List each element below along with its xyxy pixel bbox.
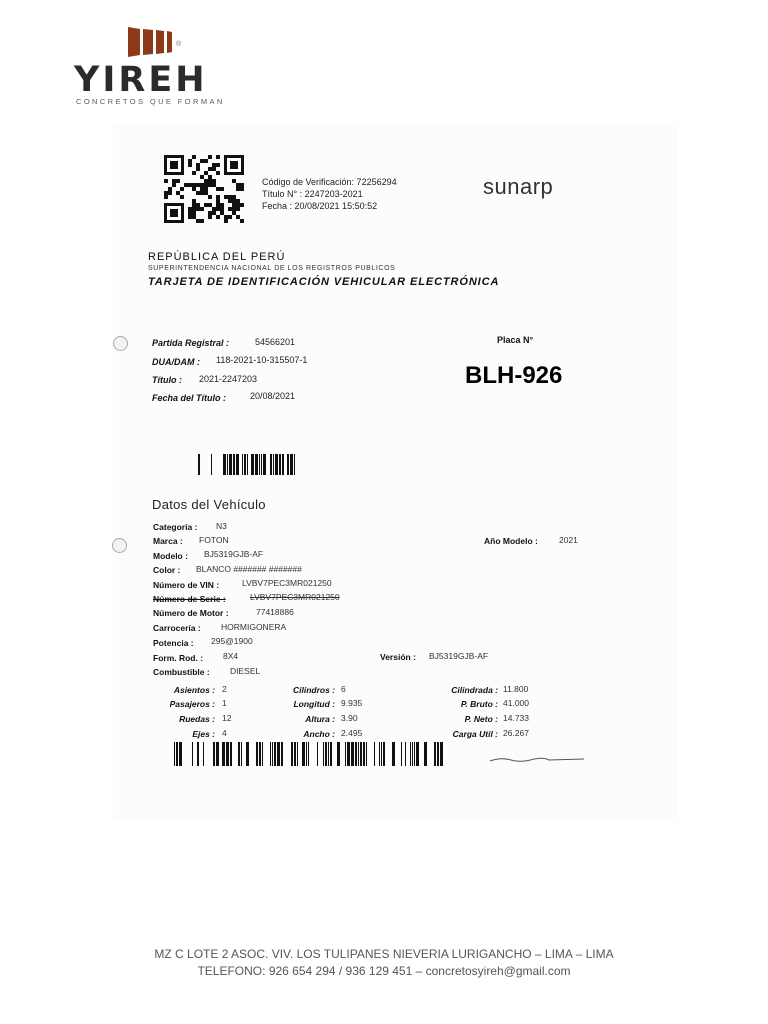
verification-title: Título N° : 2247203-2021	[262, 189, 363, 199]
cilindros-label: Cilindros :	[292, 685, 335, 695]
brand-name: YIREH	[74, 60, 208, 100]
ruedas-value: 12	[222, 713, 232, 723]
titulo-value: 2021-2247203	[199, 374, 258, 384]
yireh-logo-mark	[126, 25, 174, 59]
ancho-value: 2.495	[341, 728, 363, 738]
combustible-label: Combustible :	[153, 667, 210, 677]
footer-contact: TELEFONO: 926 654 294 / 936 129 451 – concretosyireh@gmail.com	[197, 964, 571, 978]
serie-label: Número de Serie :	[153, 594, 226, 604]
motor-label: Número de Motor :	[153, 608, 229, 618]
cilindrada-label: Cilindrada :	[451, 685, 498, 695]
ruedas-label: Ruedas :	[179, 714, 215, 724]
color-label: Color :	[153, 565, 181, 575]
categoria-label: Categoría :	[153, 522, 198, 532]
color-value: BLANCO ####### #######	[196, 564, 302, 574]
agency-heading: SUPERINTENDENCIA NACIONAL DE LOS REGISTROS PUBLICOS	[148, 265, 396, 272]
document-title: TARJETA DE IDENTIFICACIÓN VEHICULAR ELECTRÓNICA	[148, 276, 500, 288]
marca-value: FOTON	[199, 535, 229, 545]
verification-code: Código de Verificación: 72256294	[262, 177, 397, 187]
punch-hole	[113, 336, 128, 351]
country-heading: REPÚBLICA DEL PERÚ	[148, 251, 286, 263]
cilindrada-value: 11.800	[503, 684, 529, 694]
modelo-value: BJ5319GJB-AF	[204, 549, 264, 559]
placa-label: Placa N°	[497, 335, 534, 345]
sunarp-logo: sunarp	[483, 174, 554, 199]
qr-code	[164, 155, 244, 225]
peso-neto-label: P. Neto :	[464, 714, 498, 724]
vin-label: Número de VIN :	[153, 580, 220, 590]
punch-hole	[112, 538, 127, 553]
carroceria-value: HORMIGONERA	[221, 622, 287, 632]
datos-heading: Datos del Vehículo	[152, 497, 266, 512]
altura-value: 3.90	[341, 713, 358, 723]
pasajeros-label: Pasajeros :	[169, 699, 215, 709]
formrod-value: 8X4	[223, 651, 239, 661]
peso-bruto-label: P. Bruto :	[460, 699, 498, 709]
peso-neto-value: 14.733	[503, 713, 529, 723]
version-label: Versión :	[380, 652, 416, 662]
asientos-label: Asientos :	[173, 685, 215, 695]
altura-label: Altura :	[305, 714, 335, 724]
combustible-value: DIESEL	[230, 666, 261, 676]
anio-modelo-label: Año Modelo :	[484, 536, 538, 546]
pasajeros-value: 1	[222, 698, 227, 708]
dua-value: 118-2021-10-315507-1	[216, 355, 308, 365]
vin-value: LVBV7PEC3MR021250	[242, 578, 332, 588]
barcode	[165, 742, 455, 766]
partida-value: 54566201	[255, 337, 296, 347]
barcode	[198, 454, 295, 475]
version-value: BJ5319GJB-AF	[429, 651, 489, 661]
placa-value: BLH-926	[465, 362, 563, 389]
registered-mark: ®	[176, 41, 182, 48]
peso-bruto-value: 41.000	[503, 698, 529, 708]
categoria-value: N3	[216, 521, 227, 531]
dua-label: DUA/DAM :	[152, 357, 200, 367]
signature	[489, 754, 585, 764]
motor-value: 77418886	[256, 607, 294, 617]
longitud-label: Longitud :	[293, 699, 335, 709]
modelo-label: Modelo :	[153, 551, 188, 561]
cilindros-value: 6	[341, 684, 346, 694]
longitud-value: 9.935	[341, 698, 363, 708]
formrod-label: Form. Rod. :	[153, 653, 204, 663]
ancho-label: Ancho :	[303, 729, 335, 739]
carroceria-label: Carrocería :	[153, 623, 201, 633]
marca-label: Marca :	[153, 536, 183, 546]
brand-tagline: CONCRETOS QUE FORMAN	[76, 97, 225, 106]
verification-date: Fecha : 20/08/2021 15:50:52	[262, 201, 378, 211]
potencia-value: 295@1900	[211, 636, 253, 646]
carga-util-label: Carga Util :	[452, 729, 498, 739]
serie-value: LVBV7PEC3MR021250	[250, 592, 340, 602]
fecha-titulo-value: 20/08/2021	[250, 391, 296, 401]
ejes-label: Ejes :	[192, 729, 215, 739]
potencia-label: Potencia :	[153, 638, 194, 648]
asientos-value: 2	[222, 684, 227, 694]
ejes-value: 4	[222, 728, 227, 738]
fecha-titulo-label: Fecha del Título :	[152, 393, 227, 403]
carga-util-value: 26.267	[503, 728, 529, 738]
titulo-label: Título :	[152, 375, 182, 385]
footer-address: MZ C LOTE 2 ASOC. VIV. LOS TULIPANES NIEVERIA LURIGANCHO – LIMA – LIMA	[154, 947, 614, 961]
partida-label: Partida Registral :	[152, 338, 230, 348]
anio-modelo-value: 2021	[559, 535, 578, 545]
